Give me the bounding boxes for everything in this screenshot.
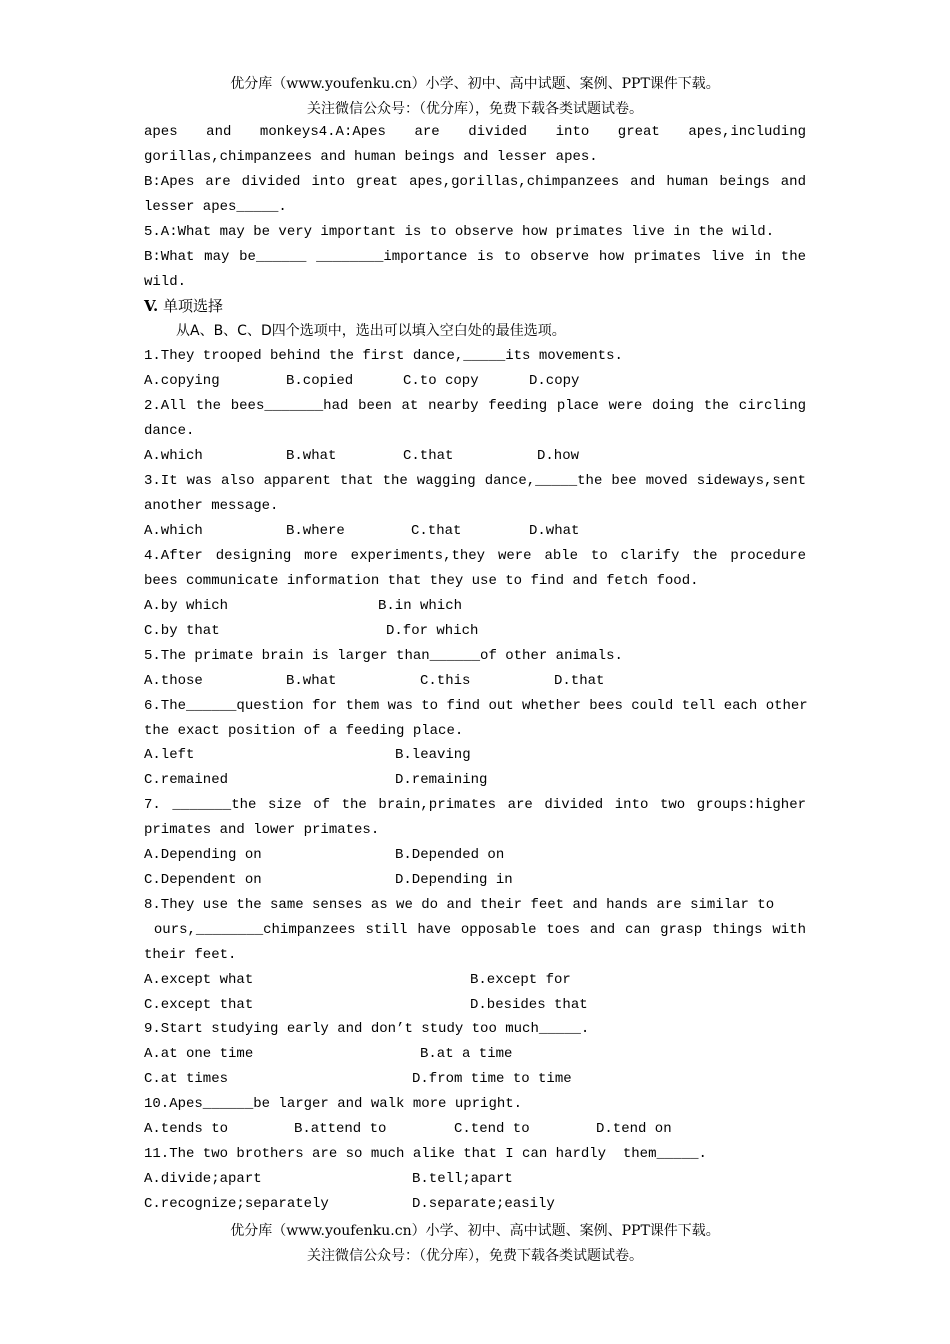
option-c: C.recognize;separately	[144, 1196, 329, 1212]
option-b: B.except for	[470, 972, 571, 988]
section-title: 单项选择	[163, 297, 224, 315]
option-b: B.leaving	[395, 747, 471, 763]
text-line: B:Apes are divided into great apes,gorillas,chimpanzees and human beings and	[144, 174, 806, 190]
question-stem: 9.Start studying early and don’t study too much_____.	[144, 1021, 590, 1037]
option-a: A.left	[144, 747, 195, 763]
question-stem: ours,________chimpanzees still have opposable toes and can grasp things with	[144, 922, 806, 938]
question-stem: 8.They use the same senses as we do and their feet and hands are similar to	[144, 897, 775, 913]
text-line: 5.A:What may be very important is to observe how primates live in the wild.	[144, 224, 775, 240]
section-numeral: V.	[144, 297, 159, 315]
option-b: B.tell;apart	[412, 1171, 513, 1187]
option-c: C.Dependent on	[144, 872, 262, 888]
question-stem: their feet.	[144, 947, 237, 963]
option-d: D.what	[529, 523, 580, 539]
question-stem: the exact position of a feeding place.	[144, 723, 464, 739]
question-stem: 6.The______question for them was to find out whether bees could tell each other	[144, 698, 808, 714]
option-b: B.attend to	[294, 1121, 387, 1137]
option-a: A.Depending on	[144, 847, 262, 863]
option-c: C.tend to	[454, 1121, 530, 1137]
option-d: D.remaining	[395, 772, 488, 788]
option-a: A.which	[144, 523, 203, 539]
option-d: D.tend on	[596, 1121, 672, 1137]
option-c: C.remained	[144, 772, 229, 788]
option-d: D.Depending in	[395, 872, 513, 888]
footer-line-1: 优分库（www.youfenku.cn）小学、初中、高中试题、案例、PPT课件下载。	[230, 1223, 720, 1239]
option-b: B.at a time	[420, 1046, 513, 1062]
option-d: D.how	[537, 448, 580, 464]
option-a: A.those	[144, 673, 203, 689]
question-stem: 10.Apes______be larger and walk more upright.	[144, 1096, 523, 1112]
option-a: A.except what	[144, 972, 254, 988]
question-stem: dance.	[144, 423, 195, 439]
option-a: A.which	[144, 448, 203, 464]
option-b: B.Depended on	[395, 847, 505, 863]
option-c: C.except that	[144, 997, 254, 1013]
option-c: C.at times	[144, 1071, 229, 1087]
option-d: D.for which	[386, 623, 479, 639]
question-stem: 7. _______the size of the brain,primates are divided into two groups:higher	[144, 797, 806, 813]
footer-line-2: 关注微信公众号：（优分库），免费下载各类试题试卷。	[307, 1248, 643, 1264]
option-a: A.at one time	[144, 1046, 254, 1062]
option-d: D.besides that	[470, 997, 588, 1013]
option-c: C.this	[420, 673, 471, 689]
text-line: wild.	[144, 274, 187, 290]
option-c: C.to copy	[403, 373, 479, 389]
option-a: A.divide;apart	[144, 1171, 262, 1187]
question-stem: 11.The two brothers are so much alike that I can hardly them_____.	[144, 1146, 707, 1162]
question-stem: 3.It was also apparent that the wagging dance,_____the bee moved sideways,sent	[144, 473, 806, 489]
text-line: lesser apes_____.	[144, 199, 287, 215]
option-d: D.from time to time	[412, 1071, 572, 1087]
option-c: C.by that	[144, 623, 220, 639]
option-d: D.that	[554, 673, 605, 689]
option-a: A.copying	[144, 373, 220, 389]
question-stem: 1.They trooped behind the first dance,_____its movements.	[144, 348, 623, 364]
option-a: A.by which	[144, 598, 229, 614]
option-b: B.copied	[286, 373, 354, 389]
option-b: B.what	[286, 673, 337, 689]
option-c: C.that	[411, 523, 462, 539]
option-a: A.tends to	[144, 1121, 229, 1137]
option-b: B.where	[286, 523, 345, 539]
question-stem: 4.After designing more experiments,they were able to clarify the procedure	[144, 548, 806, 564]
question-stem: another message.	[144, 498, 279, 514]
text-line: apes and monkeys4.A:Apes are divided into great apes,including	[144, 124, 806, 140]
option-d: D.separate;easily	[412, 1196, 555, 1212]
option-b: B.what	[286, 448, 337, 464]
section-instruction: 从A、B、C、D四个选项中，选出可以填入空白处的最佳选项。	[176, 323, 566, 339]
question-stem: primates and lower primates.	[144, 822, 380, 838]
header-line-2: 关注微信公众号：（优分库），免费下载各类试题试卷。	[307, 101, 643, 117]
header-line-1: 优分库（www.youfenku.cn）小学、初中、高中试题、案例、PPT课件下载。	[230, 76, 720, 92]
text-line: gorillas,chimpanzees and human beings and lesser apes.	[144, 149, 598, 165]
option-d: D.copy	[529, 373, 580, 389]
section-heading	[144, 296, 223, 316]
question-stem: 5.The primate brain is larger than______of other animals.	[144, 648, 623, 664]
text-line: B:What may be______ ________importance is to observe how primates live in the	[144, 249, 806, 265]
question-stem: 2.All the bees_______had been at nearby feeding place were doing the circling	[144, 398, 806, 414]
option-b: B.in which	[378, 598, 463, 614]
option-c: C.that	[403, 448, 454, 464]
question-stem: bees communicate information that they use to find and fetch food.	[144, 573, 699, 589]
